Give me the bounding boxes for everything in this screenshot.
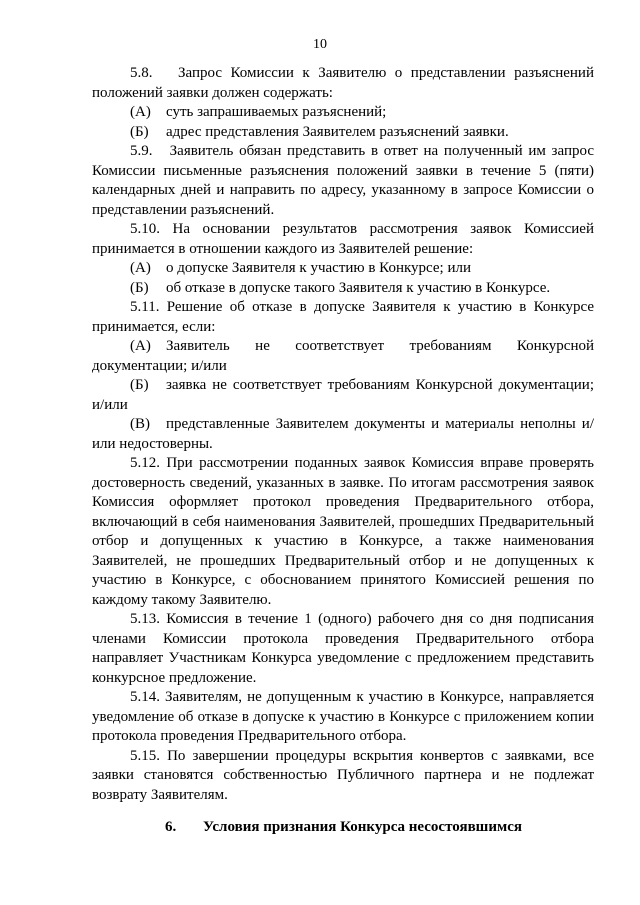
- document-body: [92, 64, 594, 805]
- page-number: 10: [313, 37, 327, 52]
- section-title: Условия признания Конкурса несостоявшимся: [203, 819, 522, 835]
- paragraph: 5.14. Заявителям, не допущенным к участию в Конкурсе, направляется уведомление об отказе в допуске к участию в Конкурсе с приложением копии протокола проведения Предварительного отбора.: [92, 689, 594, 744]
- paragraph: 5.13. Комиссия в течение 1 (одного) рабочего дня со дня подписания членами Комиссии протокола проведения Предварительного отбора направляет Участникам Конкурса уведомление с предложением представить конкурсное предложение.: [92, 611, 594, 686]
- list-item-label: (А): [130, 338, 151, 354]
- list-item: [92, 376, 594, 415]
- list-item: [92, 415, 594, 454]
- list-item-text: суть запрашиваемых разъяснений;: [166, 104, 387, 120]
- list-item-label: (А): [130, 104, 151, 120]
- paragraph: 5.10. На основании результатов рассмотрения заявок Комиссией принимается в отношении каждого из Заявителей решение:: [92, 221, 594, 257]
- list-item: [92, 123, 594, 143]
- list-item-label: (А): [130, 260, 151, 276]
- list-item: [92, 103, 594, 123]
- paragraph: 5.11. Решение об отказе в допуске Заявителя к участию в Конкурсе принимается, если:: [92, 299, 594, 335]
- paragraph: 5.9. Заявитель обязан представить в ответ на полученный им запрос Комиссии письменные разъяснения положений заявки в течение 5 (пяти) календарных дней и направить по адресу, указанному в запросе Комиссии о представлении разъяснений.: [92, 143, 594, 218]
- list-item-text: Заявитель не соответствует требованиям Конкурсной документации; и/или: [92, 338, 594, 374]
- list-item-label: (Б): [130, 279, 149, 296]
- list-item-label: (Б): [130, 123, 149, 140]
- list-item: [92, 259, 594, 279]
- paragraph: 5.8. Запрос Комиссии к Заявителю о представлении разъяснений положений заявки должен содержать:: [92, 65, 594, 101]
- list-item-text: заявка не соответствует требованиям Конкурсной документации; и/или: [92, 377, 594, 413]
- section-number: 6.: [165, 819, 177, 835]
- list-item-text: представленные Заявителем документы и материалы неполны и/или недостоверны.: [92, 416, 594, 452]
- list-item-label: (Б): [130, 377, 149, 393]
- list-item-text: об отказе в допуске такого Заявителя к участию в Конкурсе.: [166, 279, 551, 296]
- paragraph: 5.15. По завершении процедуры вскрытия конвертов с заявками, все заявки становятся собственностью Публичного партнера и не подлежат возврату Заявителям.: [92, 747, 594, 803]
- list-item: [92, 279, 594, 299]
- list-item-text: о допуске Заявителя к участию в Конкурсе; или: [166, 260, 472, 276]
- list-item: [92, 337, 594, 376]
- paragraph: 5.12. При рассмотрении поданных заявок Комиссия вправе проверять достоверность сведений, указанных в заявке. По итогам рассмотрения заявок Комиссия оформляет протокол проведения Предварительного отбора, включающий в себя наименования Заявителей, прошедших Предварительный отбор и допущенных к участию в Конкурсе, а также наименования Заявителей, не прошедших Предварительный отбор и не допущенных к участию в Конкурсе, с обоснованием принятого Комиссией решения по каждому такому Заявителю.: [92, 455, 594, 608]
- list-item-text: адрес представления Заявителем разъяснений заявки.: [166, 123, 509, 140]
- list-item-label: (В): [130, 416, 150, 432]
